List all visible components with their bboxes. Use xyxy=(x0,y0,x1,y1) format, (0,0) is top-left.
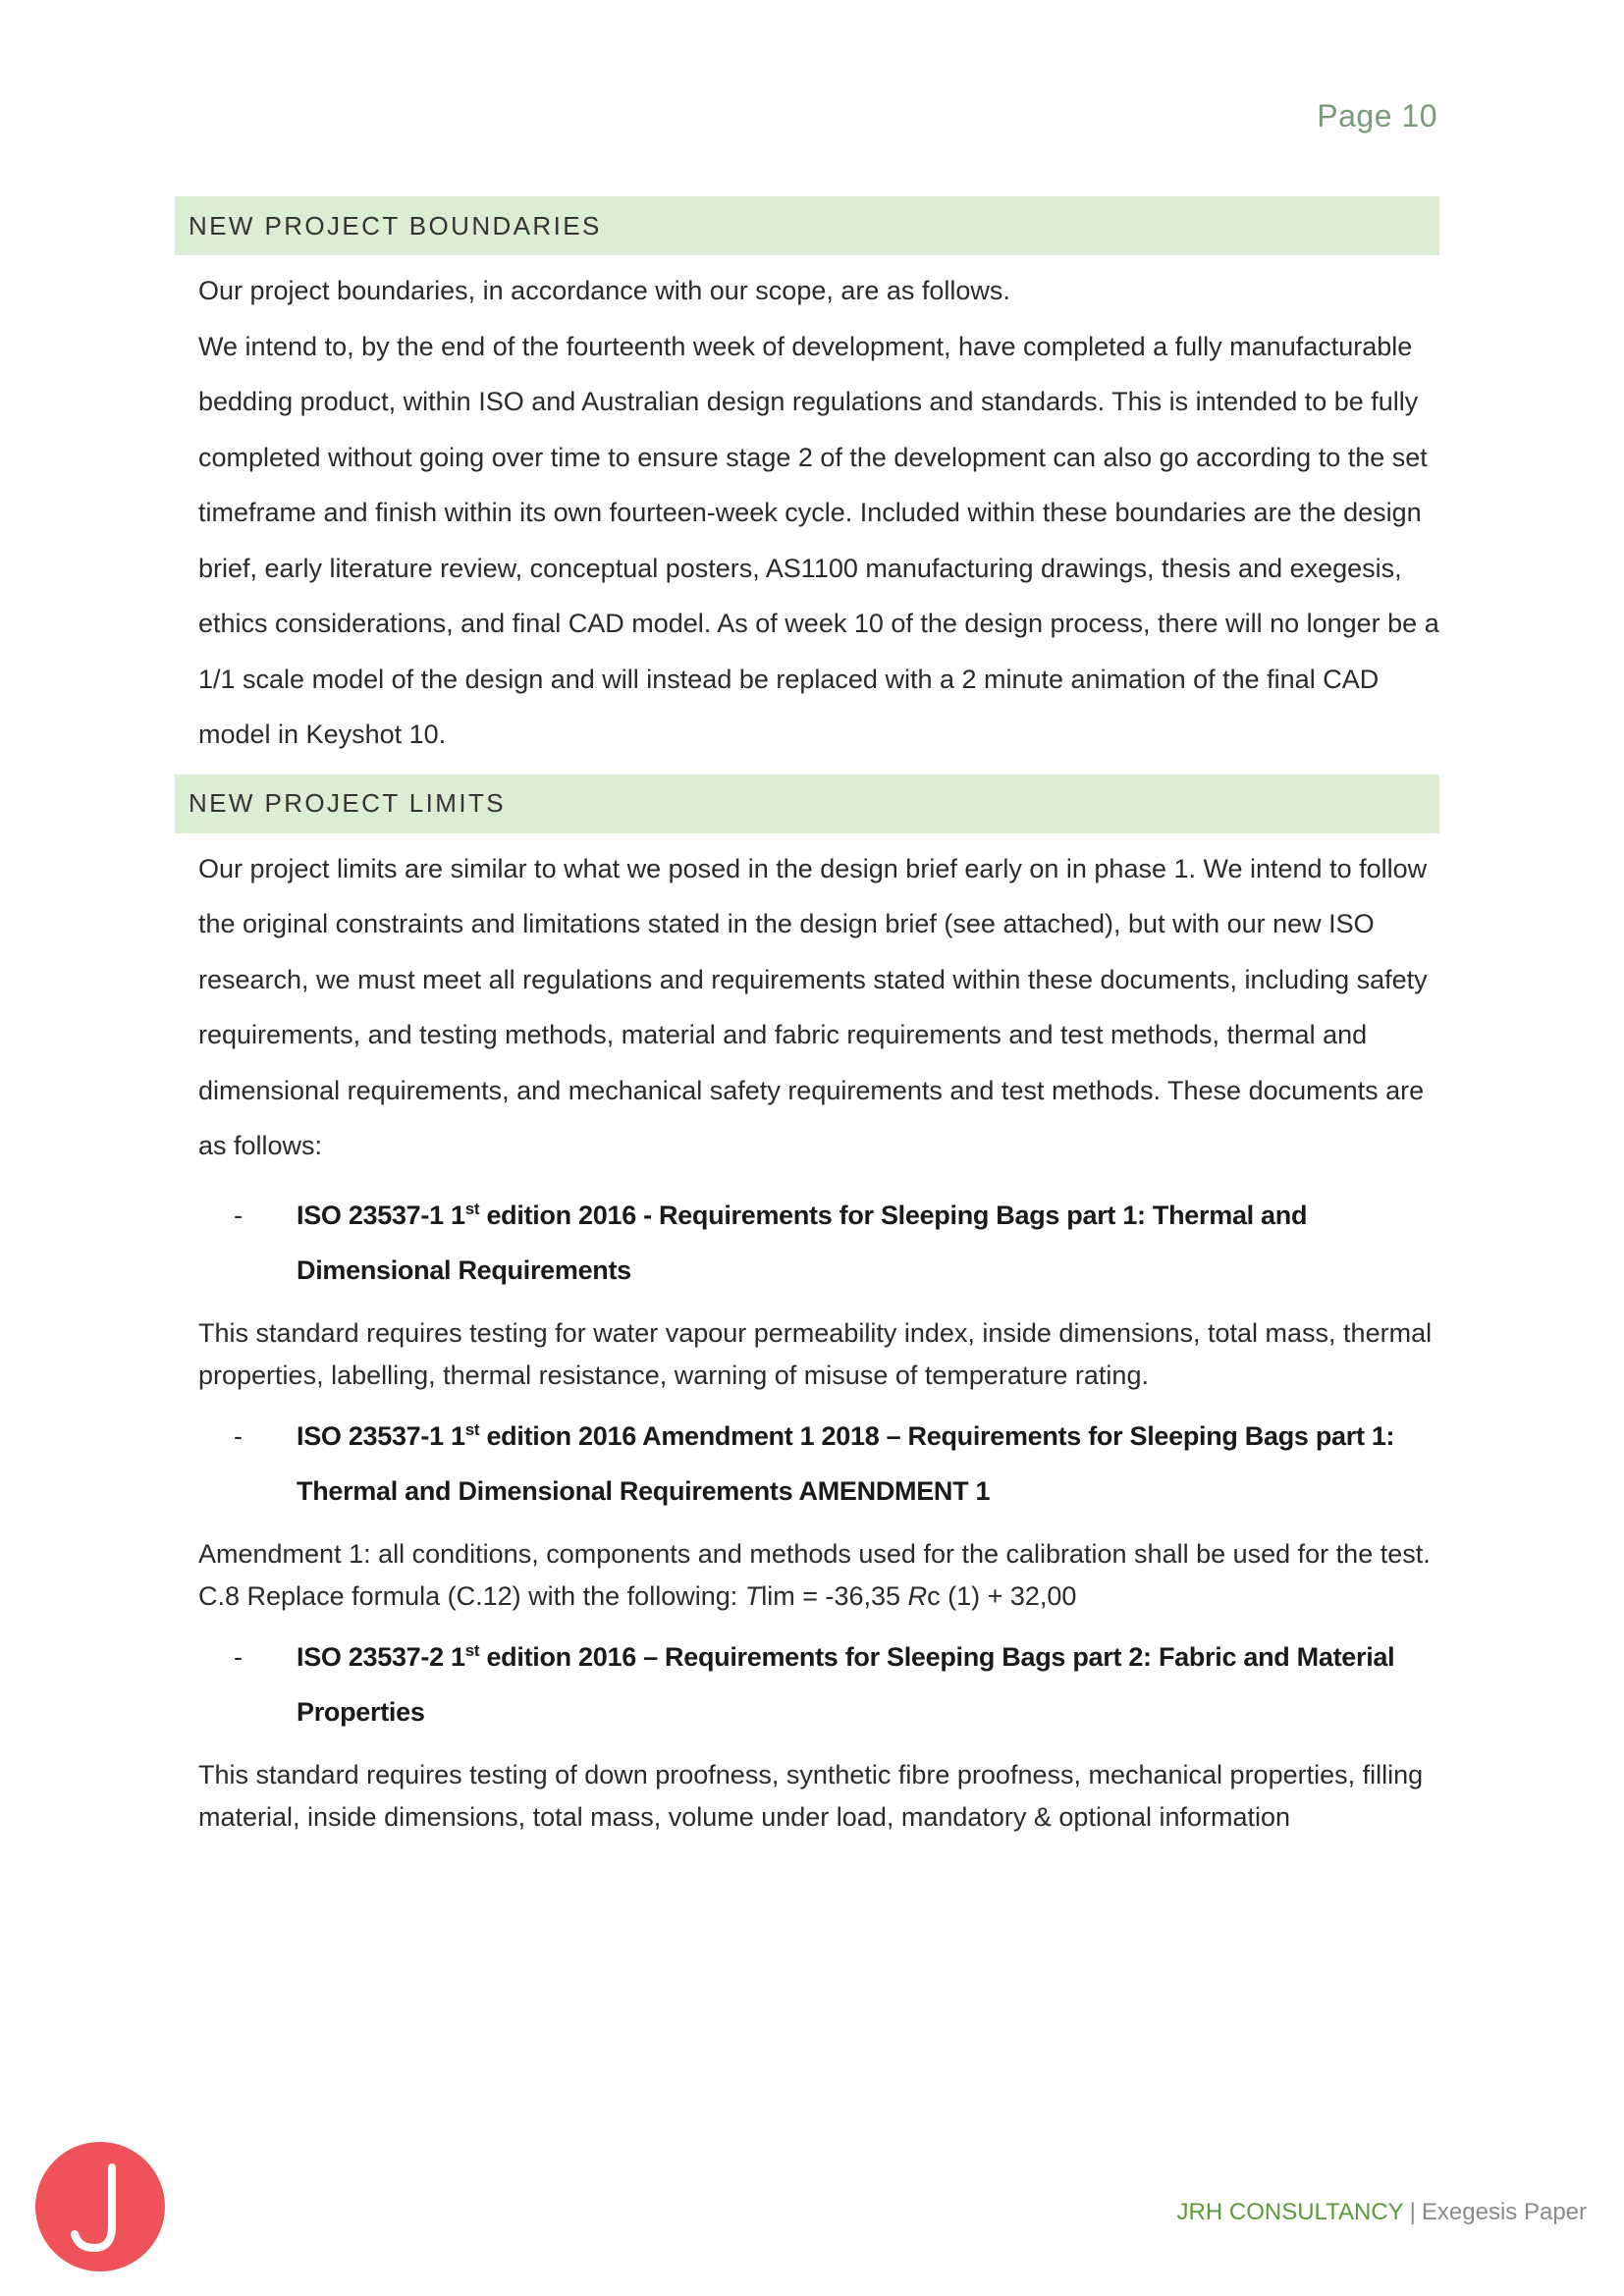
page-body xyxy=(185,196,1449,1839)
letter-j-icon xyxy=(35,2142,165,2271)
footer-brand: JRH CONSULTANCY xyxy=(1176,2199,1404,2225)
footer xyxy=(1177,2199,1587,2226)
boundaries-body: We intend to, by the end of the fourteenth week of development, have completed a fully manufacturable bedding product, within ISO and Australian design regulations and standards. This is intended to be fully completed without going over time to ensure stage 2 of the development can also go according to the set timeframe and finish within its own fourteen-week cycle. Included within these boundaries are the design brief, early literature review, conceptual posters, AS1100 manufacturing drawings, thesis and exegesis, ethics considerations, and final CAD model. As of week 10 of the design process, there will no longer be a 1/1 scale model of the design and will instead be replaced with a 2 minute animation of the final CAD model in Keyshot 10. xyxy=(198,331,1439,749)
limits-body: Our project limits are similar to what we posed in the design brief early on in phase 1. We intend to follow the original constraints and limitations stated in the design brief (see attached), but with our new ISO research, we must meet all regulations and requirements stated within these documents, including safety requirements, and testing methods, material and fabric requirements and test methods, thermal and dimensional requirements, and mechanical safety requirements and test methods. These documents are as follows: xyxy=(198,853,1428,1160)
page-number: Page 10 xyxy=(1317,98,1437,133)
standard-title: ISO 23537-2 1st edition 2016 – Requirements for Sleeping Bags part 2: Fabric and Material Properties xyxy=(297,1640,1395,1727)
jrh-logo xyxy=(35,2142,165,2271)
standard-description: Amendment 1: all conditions, components and methods used for the calibration shall be used for the test. xyxy=(198,1538,1431,1569)
list-item xyxy=(185,1409,1449,1520)
list-bullet: - xyxy=(234,1200,243,1230)
footer-doc-type: Exegesis Paper xyxy=(1421,2199,1587,2225)
list-bullet: - xyxy=(234,1641,243,1672)
footer-separator: | xyxy=(1409,2199,1416,2225)
section-heading-limits: NEW PROJECT LIMITS xyxy=(175,774,1439,833)
standard-title: ISO 23537-1 1st edition 2016 - Requirements for Sleeping Bags part 1: Thermal and Dimensional Requirements xyxy=(297,1199,1308,1285)
boundaries-intro: Our project boundaries, in accordance with our scope, are as follows. xyxy=(198,276,1010,305)
standard-description: This standard requires testing for water vapour permeability index, inside dimensions, total mass, thermal properties, labelling, thermal resistance, warning of misuse of temperature rating. xyxy=(198,1317,1433,1390)
list-item xyxy=(185,1629,1449,1740)
standard-description: This standard requires testing of down proofness, synthetic fibre proofness, mechanical properties, filling material, inside dimensions, total mass, volume under load, mandatory & optional information xyxy=(198,1759,1424,1832)
list-item xyxy=(185,1188,1449,1299)
standard-title: ISO 23537-1 1st edition 2016 Amendment 1 2018 – Requirements for Sleeping Bags part 1: Thermal and Dimensional Requirements AMENDMENT 1 xyxy=(297,1419,1395,1506)
list-bullet: - xyxy=(234,1420,243,1451)
formula-line: C.8 Replace formula (C.12) with the following: Tlim = -36,35 Rc (1) + 32,00 xyxy=(198,1580,1077,1611)
section-heading-boundaries: NEW PROJECT BOUNDARIES xyxy=(175,196,1439,255)
